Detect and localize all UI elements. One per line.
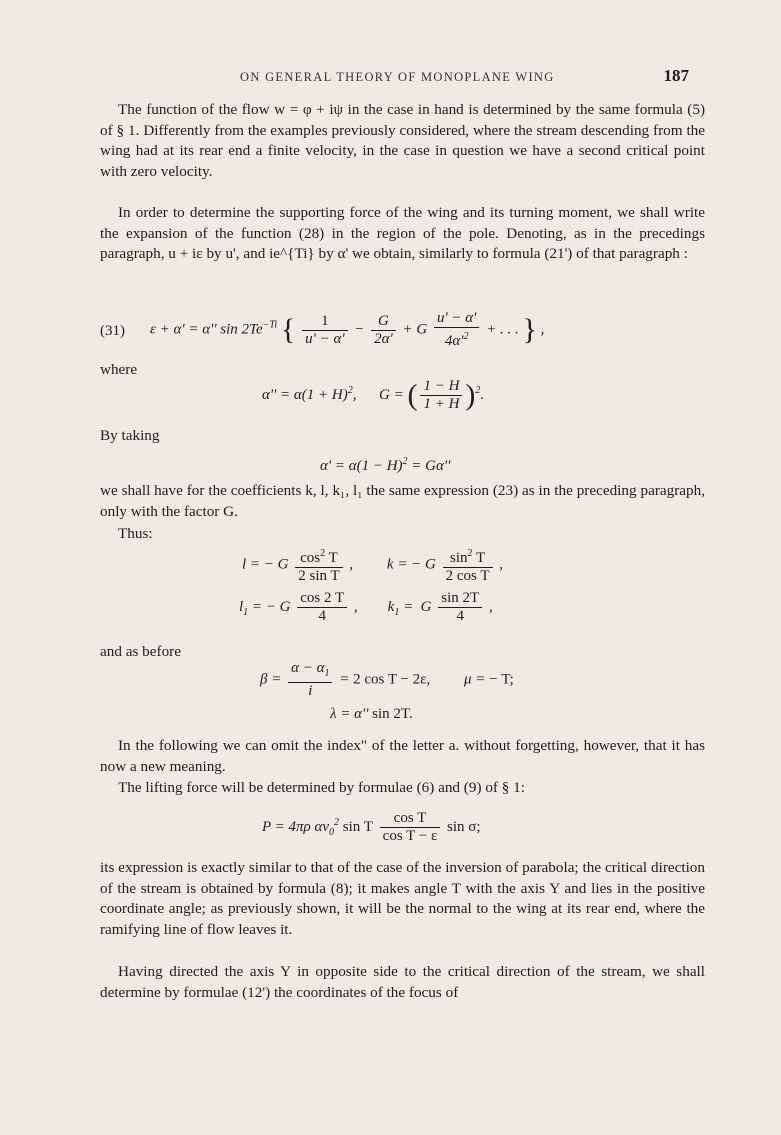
equation-a-double-prime: $\alpha'' = \alpha(1 + H)^2$, G = ( $\frac{1 - H}{1 + H}$ )$^2$.	[262, 378, 485, 412]
equation-lambda: λ = α'' sin 2T.	[330, 706, 413, 722]
equation-l-k: l = − G $\frac{\cos^2 T}{\text{2 sin T}}$ , k = − G $\frac{\sin^2 T}{\text{2 cos T}}$ ,	[242, 545, 503, 585]
running-header: ON GENERAL THEORY OF MONOPLANE WING	[240, 70, 555, 84]
paragraph-6: its expression is exactly similar to that of the case of the inversion of parabola; the critical direction of the stream is obtained by formula (8); it makes angle T with the axis Y and lies in the positive coordinate angle; as previously shown, it will be the normal to the wing at its rear end, where the ramifying line of flow leaves it.	[100, 859, 705, 938]
where-label: where	[100, 361, 138, 378]
paragraph-3: we shall have for the coefficients k, l, k₁, l₁ the same expression (23) as in the preceding paragraph, only with the factor G.	[100, 482, 705, 520]
page-number: 187	[663, 66, 689, 85]
paragraph-4: In the following we can omit the index" of the letter a. without forgetting, however, that it has now a new meaning.	[100, 737, 705, 775]
equation-31: ε + α' = α'' $\sin 2Te^{-Ti}$ { $\frac{1}{u' - \alpha'}$ − $\frac{G}{2\alpha'}$ + G $\frac{u' - \alpha'}{4\alpha'^2}$ + . . . } ,	[150, 310, 545, 349]
paragraph-5: The lifting force will be determined by formulae (6) and (9) of § 1:	[118, 779, 525, 796]
equation-beta-mu: β = $\frac{\alpha - \alpha_1}{i}$ = 2 cos T − 2ε, μ = − T;	[260, 660, 514, 699]
paragraph-7: Having directed the axis Y in opposite side to the critical direction of the stream, we shall determine by formulae (12') the coordinates of the focus of	[100, 963, 705, 1001]
paragraph-2: In order to determine the supporting force of the wing and its turning moment, we shall write the expansion of the function (28) in the region of the pole. Denoting, as in the precedings paragraph, u + iε by u', and ie^{Ti} by α' we obtain, similarly to formula (21') of that paragraph :	[100, 204, 705, 263]
equation-a-prime: $\alpha' = \alpha(1 - H)^2 = G\alpha''$	[320, 456, 451, 474]
paragraph-1: The function of the flow w = φ + iψ in the case in hand is determined by the same formula (5) of § 1. Differently from the examples previously considered, where the stream descending from the wing had at its rear end a finite velocity, in the case in question we have a second critical point with zero velocity.	[100, 101, 705, 180]
equation-number: (31)	[100, 323, 125, 339]
equation-l1-k1: $l_1$ = − G $\frac{\cos 2 T}{4}$ , $k_1 = G$ $\frac{\sin 2T}{4}$ ,	[239, 590, 493, 624]
thus-label: Thus:	[118, 525, 153, 542]
by-taking-label: By taking	[100, 427, 160, 444]
equation-lifting-force: P = 4πρ $\alpha v_0^2$ sin T $\frac{\text{cos T}}{\text{cos T − ε}}$ sin σ;	[262, 810, 481, 844]
and-as-before-label: and as before	[100, 643, 181, 660]
